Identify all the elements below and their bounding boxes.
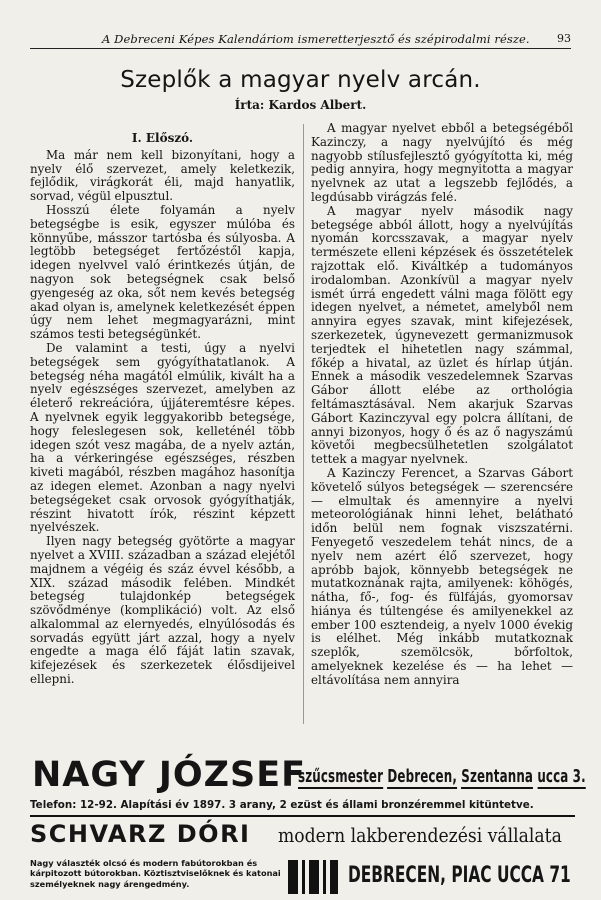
- ad-schvarz-details: [30, 858, 575, 896]
- running-title: A Debreceni Képes Kalendáriom ismeretterjesztő és szépirodalmi része.: [102, 32, 530, 46]
- article-byline: Írta: Kardos Albert.: [234, 98, 367, 112]
- ad-schvarz-dori: [30, 818, 575, 854]
- ad-nagy-jozsef: [30, 752, 586, 802]
- ad-nagy-telefon: Telefon: 12-92. Alapítási év 1897. 3 arany, 2 ezüst és állami bronzéremmel kitüntetve.: [30, 798, 534, 811]
- paragraph: A magyar nyelvet ebből a betegségéből Kazinczy, a nagy nyelvújító és még nagyobb stílusfejlesztő gyógyította ki, még pedig annyira, hogy megnyitotta a magyar nyelvnek az utat a legszebb fejlődés, a legdúsabb virágzás felé.: [311, 121, 573, 204]
- ad-nagy-name: NAGY JÓZSEF: [32, 755, 307, 795]
- paragraph: A Kazinczy Ferencet, a Szarvas Gábort követelő súlyos betegségek — szerencsére — elmultak és amennyire a nyelvi meteorológiának hinni lehet, belátható időn belül nem fognak viszszatérni. Fenyegető veszedelem tehát nincs, de a nyelv nem azért élő szervezet, hogy apróbb bajok, könnyebb betegségek ne mutatkoznának rajta, amilyenek: köhögés, nátha, fő-, fog- és fülfájás, gyomorsav hiánya és túltengése és amilyenekkel az ember 100 esztendeig, a nyelv 1000 évekig is elélhet. Még inkább mutatkoznak szeplők, szemölcsök, bőrfoltok, amelyeknek kezelése és — ha lehet — eltávolítása nem annyira: [311, 465, 573, 687]
- ad-divider: [30, 815, 575, 817]
- ad-nagy-city: Debrecen,: [387, 766, 457, 787]
- paragraph: Ilyen nagy betegség gyötörte a magyar nyelvet a XVIII. században a század elejétől majdnem a végéig és száz évvel később, a XIX. század második felében. Mindkét betegség tulajdonkép betegségek szövődménye (komplikáció) volt. Az első alkalommal az elernyedés, elnyúlósodás és sorvadás együtt járt azzal, hogy a nyelv engedte a maga élő fáját latin szavak, kifejezések és szerkezetek élősdijeivel ellepni.: [30, 534, 295, 687]
- column-divider: [303, 124, 304, 724]
- right-column: [311, 122, 573, 688]
- ad-nagy-number: ucca 3.: [537, 766, 586, 787]
- page-number: 93: [557, 32, 571, 45]
- ad-nagy-street: Szentanna: [461, 766, 534, 787]
- ad-nagy-description: [298, 765, 586, 789]
- paragraph: Ma már nem kell bizonyítani, hogy a nyelv élő szervezet, amely keletkezik, fejlődik, virágkorát éli, majd hanyatlik, sorvad, végül elpusztul.: [30, 147, 295, 204]
- paragraph: A magyar nyelv második nagy betegsége abból állott, hogy a nyelvújítás nyomán korcsszavak, a magyar nyelv természete elleni képzések és összetételek rajzottak elő. Kiváltkép a tudományos irodalomban. Azonkívül a magyar nyelv ismét úrrá engedett válni maga fölött egy idegen nyelvet, a németet, amelyből nem annyira egyes szavak, mint kifejezések, szerkezetek, úgynevezett germanizmusok terjedtek el hihetetlen nagy számmal, főkép a hivatal, az üzlet és hírlap útján. Ennek a második veszedelemnek Szarvas Gábor állott elébe az orthológia feltámasztásával. Nem akarjuk Szarvas Gábort Kazinczyval egy polcra állítani, de annyi bizonyos, hogy ő és az ő nagyszámú követői megbecsülhetetlen szolgálatot tettek a magyar nyelvnek.: [311, 203, 573, 467]
- section-heading: I. Előszó.: [131, 131, 194, 145]
- paragraph: Hosszú élete folyamán a nyelv betegségbe is esik, egyszer múlóba és könnyűbe, másszor tartósba és súlyosba. A legtöbb betegséget fertőzéstől kapja, idegen nyelvvel való érintkezés útján, de nagyon sok betegségnek csak belső gyengeség az oka, sőt nem kevés betegség akad olyan is, amelynek keletkezését éppen úgy nem lehet megmagyarázni, mint számos testi betegségünkét.: [30, 202, 295, 342]
- ad-schvarz-address: DEBRECEN, PIAC UCCA 71: [348, 863, 571, 888]
- paragraph: De valamint a testi, úgy a nyelvi betegségek sem gyógyíthatatlanok. A betegség néha magától elmúlik, kivált ha a nyelv egészséges szervezet, amelyben az életerő rekreációra, újjáteremtésre képes. A nyelvnek egyik leggyakoribb betegsége, hogy feleslegesen sok, kelleténél több idegen szót vesz magába, de a nyelv aztán, ha a vérkeringése egészséges, részben kiveti magából, részben magához hasonítja az idegen elemet. Azonban a nagy nyelvi betegségeket csak orvosok gyógyíthatják, részint hivatott írók, részint képzett nyelvészek.: [30, 340, 295, 535]
- ad-schvarz-small-print: Nagy választék olcsó és modern fabútorokban és kárpitozott bútorokban. Köztisztviselőknek és katonai személyeknek nagy árengedmény.: [30, 858, 281, 889]
- left-column: [30, 120, 295, 687]
- running-header: [30, 30, 571, 49]
- ad-decorative-bars: [288, 860, 338, 894]
- ad-nagy-trade: szűcsmester: [298, 766, 384, 787]
- ad-schvarz-description: modern lakberendezési vállalata: [278, 823, 562, 847]
- article-title: Szeplők a magyar nyelv arcán.: [120, 67, 481, 93]
- ad-schvarz-name: SCHVARZ DÓRI: [30, 820, 251, 848]
